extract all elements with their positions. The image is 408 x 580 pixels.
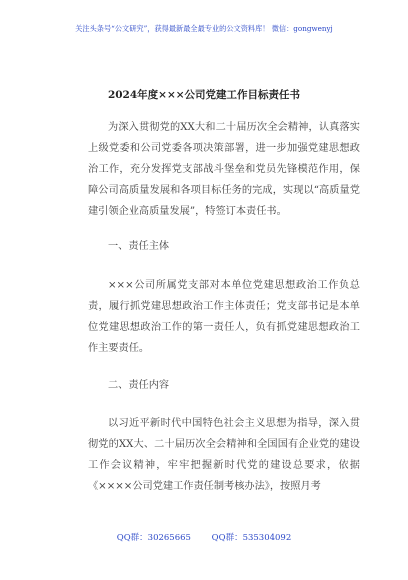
section-heading-responsibility-subject: 一、责任主体 [108, 241, 170, 252]
document-title: 2024年度×××公司党建工作目标责任书 [107, 89, 301, 101]
intro-paragraph: 为深入贯彻党的XX大和二十届历次全会精神，认真落实上级党委和公司党委各项决策部署，进一步加强党建思想政治工作，充分发挥党支部战斗堡垒和党员先锋模范作用，保障公司高质量发展和各项目标任务的完成，实现以“高质量党建引领企业高质量发展”，特签订本责任书。 [88, 122, 360, 217]
qq-group-2: QQ群：535304092 [211, 533, 292, 543]
header-promo-note: 关注头条号“公文研究”，获得最新最全最专业的公文资料库！ 微信：gongwenyj [75, 24, 333, 33]
section-body-responsibility-content: 以习近平新时代中国特色社会主义思想为指导，深入贯彻党的XX大、二十届历次全会精神和全国国有企业党的建设工作会议精神，牢牢把握新时代党的建设总要求，依据《××××公司党建工作责任制考核办法》，按照月考 [88, 418, 360, 492]
section-heading-responsibility-content: 二、责任内容 [108, 380, 170, 391]
section-body-responsibility-subject: ×××公司所属党支部对本单位党建思想政治工作负总责，履行抓党建思想政治工作主体责任；党支部书记是本单位党建思想政治工作的第一责任人，负有抓党建思想政治工作主要责任。 [88, 280, 360, 354]
qq-group-1: QQ群：30265665 [116, 533, 191, 543]
footer-contacts [0, 531, 408, 543]
